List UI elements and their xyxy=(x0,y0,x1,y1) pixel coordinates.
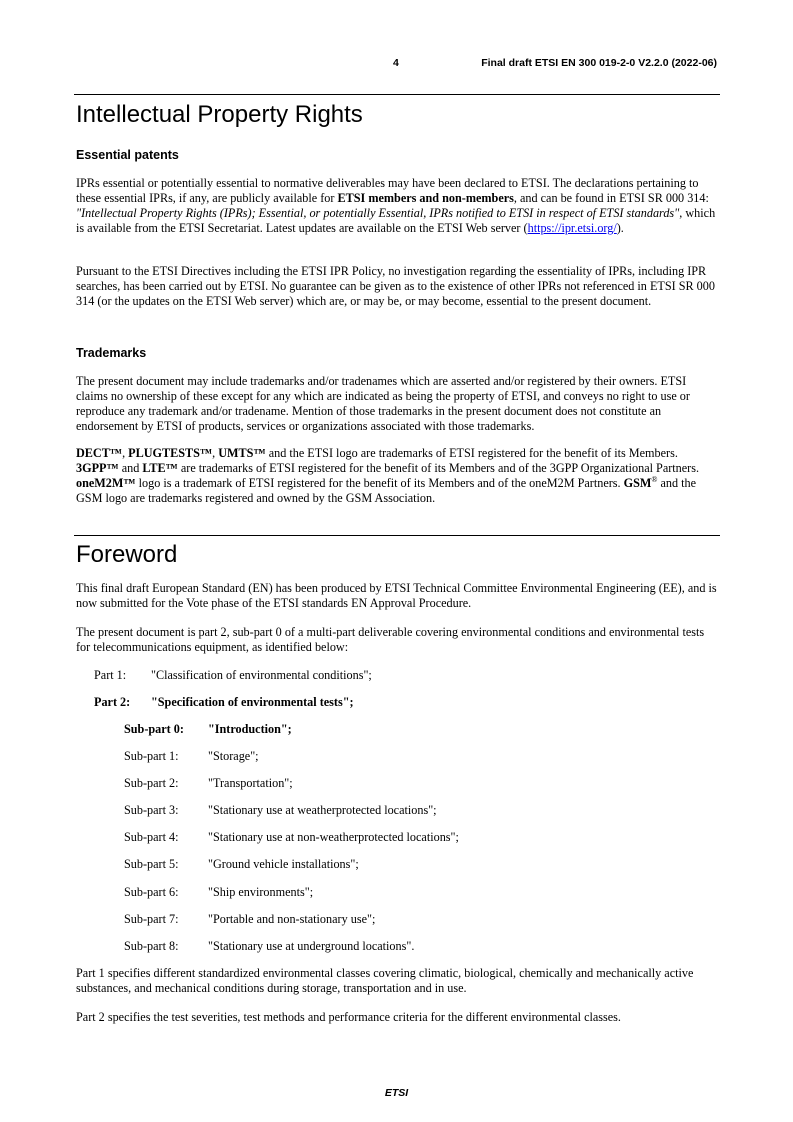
essential-patents-heading: Essential patents xyxy=(76,148,179,162)
foreword-paragraph-3: Part 1 specifies different standardized environmental classes covering climatic, biological, chemically and mechanically active substances, and mechanical conditions during storage, transportation and in use. xyxy=(76,966,694,995)
section-divider xyxy=(74,535,720,536)
foreword-heading: Foreword xyxy=(76,541,178,568)
subpart-label: Sub-part 1: xyxy=(124,749,179,763)
text-run: are trademarks of ETSI registered for the benefit of its Members and of the 3GPP Organizational Partners. xyxy=(177,461,700,475)
subpart-title: "Portable and non-stationary use"; xyxy=(208,912,376,926)
trademark-name: UMTS™ xyxy=(218,446,266,460)
subpart-title: "Stationary use at non-weatherprotected locations"; xyxy=(208,830,459,844)
essential-patents-paragraph-2: Pursuant to the ETSI Directives including the ETSI IPR Policy, no investigation regarding the essentiality of IPRs, including IPR searches, has been carried out by ETSI. No guarantee can be given as to the existence of other IPRs not referenced in ETSI SR 000 314 (or the updates on the ETSI Web server) which are, or may be, or may become, essential to the present document. xyxy=(76,264,715,308)
subpart-title: "Ground vehicle installations"; xyxy=(208,857,359,871)
bold-run: ETSI members and non-members xyxy=(337,191,514,205)
trademark-name: 3GPP™ xyxy=(76,461,119,475)
trademark-name: GSM xyxy=(623,476,652,490)
page-number: 4 xyxy=(393,57,399,69)
ipr-link[interactable]: https://ipr.etsi.org/ xyxy=(527,221,617,235)
text-run: logo is a trademark of ETSI registered for the benefit of its Members and of the oneM2M Partners. xyxy=(135,476,624,490)
document-title: Final draft ETSI EN 300 019-2-0 V2.2.0 (2022-06) xyxy=(481,57,717,69)
subpart-label: Sub-part 6: xyxy=(124,885,179,899)
part-label: Part 2: xyxy=(94,695,131,709)
text-run: and xyxy=(118,461,143,475)
subpart-title: "Storage"; xyxy=(208,749,259,763)
subpart-title: "Introduction"; xyxy=(208,722,292,736)
trademarks-paragraph-1: The present document may include trademarks and/or tradenames which are asserted and/or registered by their owners. ETSI claims no ownership of these except for any which are indicated as being the property of ETSI, and conveys no right to use or reproduce any trademark and/or tradename. Mention of those trademarks in the present document does not constitute an endorsement by ETSI of products, services or organizations associated with those trademarks. xyxy=(76,374,690,433)
registered-mark: ® xyxy=(651,474,658,484)
subpart-label: Sub-part 5: xyxy=(124,857,179,871)
text-run: , which is available from the ETSI Secretariat. Latest updates are available on the ETSI Web server ( xyxy=(76,206,716,235)
trademarks-paragraph-2 xyxy=(76,446,720,506)
subpart-title: "Transportation"; xyxy=(208,776,293,790)
part-title: "Classification of environmental conditions"; xyxy=(151,668,372,682)
text-run: , xyxy=(122,446,129,460)
subpart-label: Sub-part 3: xyxy=(124,803,179,817)
part-label: Part 1: xyxy=(94,668,127,682)
subpart-label: Sub-part 8: xyxy=(124,939,179,953)
text-run: ). xyxy=(616,221,624,235)
subpart-title: "Ship environments"; xyxy=(208,885,314,899)
text-run: , and can be found in ETSI SR 000 314: xyxy=(513,191,709,205)
subpart-label: Sub-part 0: xyxy=(124,722,184,736)
part-title: "Specification of environmental tests"; xyxy=(151,695,354,709)
subpart-label: Sub-part 2: xyxy=(124,776,179,790)
text-run: , xyxy=(212,446,219,460)
subpart-title: "Stationary use at underground locations". xyxy=(208,939,415,953)
text-run: and the GSM logo are trademarks registered and owned by the GSM Association. xyxy=(76,476,697,505)
foreword-paragraph-2: The present document is part 2, sub-part 0 of a multi-part deliverable covering environmental conditions and environmental tests for telecommunications equipment, as identified below: xyxy=(76,625,705,654)
italic-reference: "Intellectual Property Rights (IPRs); Essential, or potentially Essential, IPRs notified to ETSI in respect of ETSI standards" xyxy=(76,206,680,220)
trademark-name: oneM2M™ xyxy=(76,476,136,490)
subpart-title: "Stationary use at weatherprotected locations"; xyxy=(208,803,437,817)
essential-patents-paragraph-1 xyxy=(76,176,720,236)
trademark-name: DECT™ xyxy=(76,446,123,460)
subpart-label: Sub-part 4: xyxy=(124,830,179,844)
trademark-name: PLUGTESTS™ xyxy=(128,446,213,460)
text-run: and the ETSI logo are trademarks of ETSI registered for the benefit of its Members. xyxy=(265,446,678,460)
foreword-paragraph-1: This final draft European Standard (EN) has been produced by ETSI Technical Committee Environmental Engineering (EE), and is now submitted for the Vote phase of the ETSI standards EN Approval Procedure. xyxy=(76,581,717,610)
trademark-name: LTE™ xyxy=(142,461,178,475)
subpart-label: Sub-part 7: xyxy=(124,912,179,926)
ipr-heading: Intellectual Property Rights xyxy=(76,101,363,128)
trademarks-heading: Trademarks xyxy=(76,346,147,360)
section-divider xyxy=(74,94,720,95)
foreword-paragraph-4: Part 2 specifies the test severities, test methods and performance criteria for the different environmental classes. xyxy=(76,1010,621,1024)
text-run: IPRs essential or potentially essential to normative deliverables may have been declared to ETSI. The declarations pertaining to these essential IPRs, if any, are publicly available for xyxy=(76,176,699,205)
page-footer: ETSI xyxy=(384,1087,409,1099)
